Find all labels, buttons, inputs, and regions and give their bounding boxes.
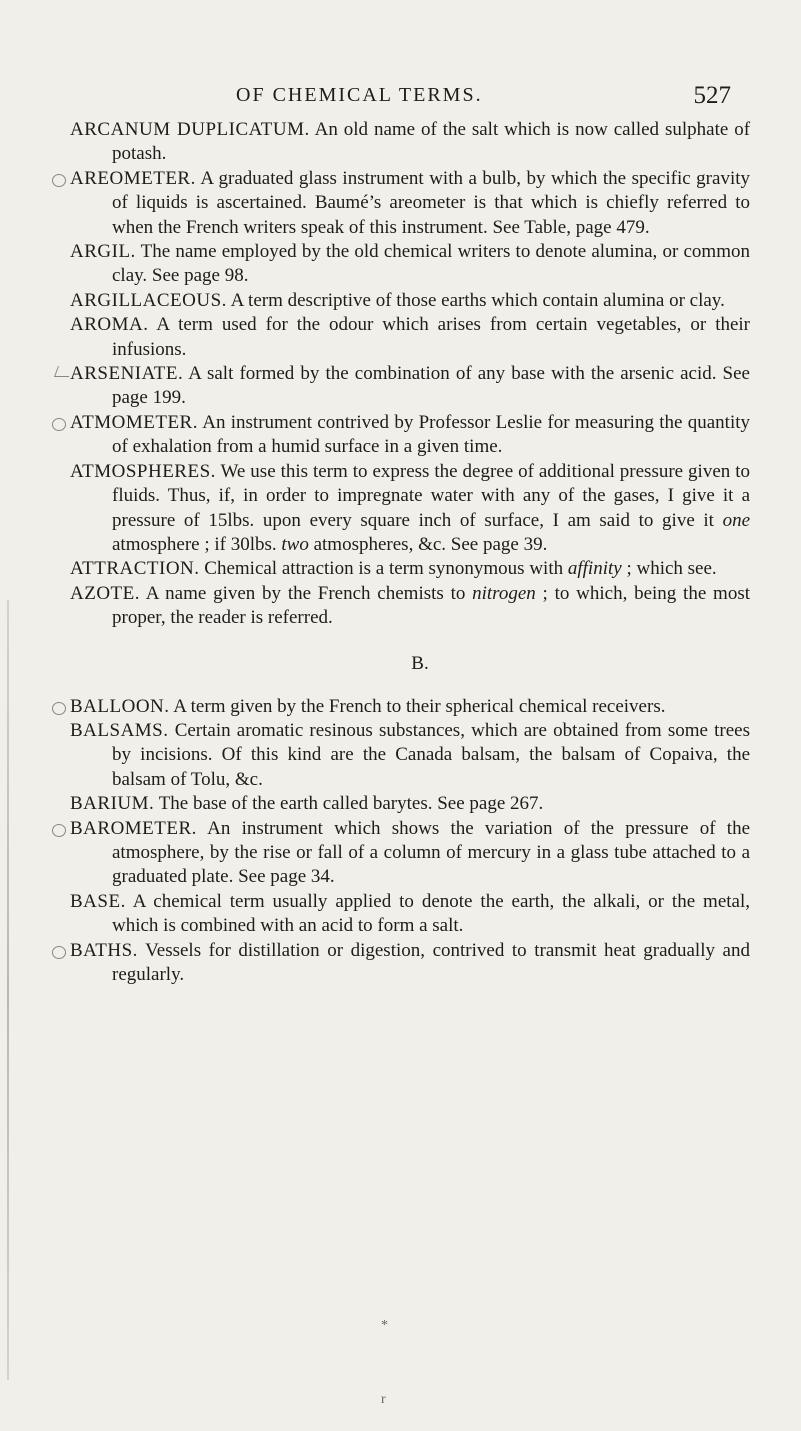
entry-definition: Vessels for distillation or digestion, contrived to transmit heat gradually and regularly. bbox=[112, 939, 750, 985]
entry-term: ATTRACTION. bbox=[70, 558, 200, 580]
entry-term: AROMA. bbox=[70, 314, 149, 336]
entry-definition: A term descriptive of those earths which contain alumina or clay. bbox=[230, 289, 725, 311]
entry-areometer bbox=[70, 167, 750, 240]
entry-definition-part: We use this term to express the degree of additional pressure given to fluids. Thus, if, in order to impregnate water with any of the gases, I give it a pressure of 15lbs. upon every square inch of surface, I am said to give it bbox=[112, 460, 750, 531]
entry-definition-part: atmospheres, &c. See page 39. bbox=[308, 533, 548, 555]
emphasis: two bbox=[281, 533, 309, 555]
entry-definition: An instrument contrived by Professor Leslie for measuring the quantity of exhalation from a humid surface in a given time. bbox=[112, 411, 751, 458]
entry-term: ARSENIATE. bbox=[70, 363, 184, 385]
entry-term: BASE. bbox=[70, 890, 126, 912]
entry-term: BARIUM. bbox=[70, 793, 155, 815]
entry-term: AZOTE. bbox=[70, 582, 141, 604]
entry-base bbox=[70, 890, 750, 939]
entry-term: BALSAMS. bbox=[70, 719, 169, 741]
entry-definition: A term given by the French to their spherical chemical receivers. bbox=[173, 695, 666, 717]
entry-balsams bbox=[70, 719, 750, 792]
entry-definition: A salt formed by the combination of any base with the arsenic acid. See page 199. bbox=[112, 363, 750, 409]
entry-atmometer bbox=[70, 411, 750, 460]
entry-definition-part: atmosphere ; if 30lbs. bbox=[112, 533, 282, 555]
entry-argillaceous bbox=[70, 289, 750, 313]
circle-mark-icon bbox=[52, 174, 66, 187]
entry-definition: A term used for the odour which arises from certain vegetables, or their infusions. bbox=[112, 314, 751, 360]
circle-mark-icon bbox=[52, 946, 66, 959]
emphasis: one bbox=[722, 509, 750, 531]
entry-term: ATMOSPHERES. bbox=[70, 460, 216, 482]
entry-balloon bbox=[70, 695, 750, 719]
entry-atmospheres bbox=[70, 460, 750, 558]
glossary-content bbox=[70, 118, 750, 987]
entry-term: ATMOMETER. bbox=[70, 411, 198, 433]
entry-definition: A chemical term usually applied to denote the earth, the alkali, or the metal, which is combined with an acid to form a salt. bbox=[112, 890, 750, 937]
emphasis: affinity bbox=[567, 558, 622, 580]
entry-term: AREOMETER. bbox=[70, 167, 196, 189]
section-letter: B. bbox=[411, 652, 429, 674]
entry-definition-part: ; which see. bbox=[621, 558, 717, 580]
running-title: OF CHEMICAL TERMS. bbox=[236, 84, 483, 106]
entry-barium bbox=[70, 792, 750, 816]
entry-definition-part: A name given by the French chemists to bbox=[145, 582, 473, 604]
entry-term: BAROMETER. bbox=[70, 817, 197, 839]
entry-aroma bbox=[70, 313, 750, 362]
circle-mark-icon bbox=[52, 824, 66, 837]
entry-baths bbox=[70, 939, 750, 988]
entry-arseniate bbox=[70, 362, 750, 411]
entry-definition: The base of the earth called barytes. See page 267. bbox=[158, 793, 544, 815]
stray-mark: * bbox=[381, 1318, 388, 1333]
entry-definition: An old name of the salt which is now called sulphate of potash. bbox=[112, 119, 751, 165]
entry-definition-part: ; to which, being the most proper, the reader is referred. bbox=[112, 582, 750, 629]
page-edge-shadow bbox=[7, 600, 9, 1380]
page-number: 527 bbox=[693, 82, 731, 109]
entry-term: ARCANUM DUPLICATUM. bbox=[70, 119, 310, 140]
entry-arcanum-duplicatum bbox=[70, 118, 750, 167]
entry-attraction bbox=[70, 557, 750, 581]
entry-definition: A graduated glass instrument with a bulb, by which the specific gravity of liquids is ascertained. Baumé’s areometer is that which is chiefly referred to when the French writers speak of this instrument. See Table, page 479. bbox=[112, 167, 751, 238]
entry-term: ARGIL. bbox=[70, 241, 136, 263]
circle-mark-icon bbox=[52, 418, 66, 431]
entry-term: BATHS. bbox=[70, 939, 138, 961]
entry-definition: An instrument which shows the variation of the pressure of the atmosphere, by the rise or fall of a column of mercury in a glass tube attached to a graduated plate. See page 34. bbox=[112, 817, 751, 888]
stray-mark: r bbox=[381, 1392, 386, 1407]
entry-definition: The name employed by the old chemical writers to denote alumina, or common clay. See page 98. bbox=[112, 241, 750, 287]
entry-definition-part: Chemical attraction is a term synonymous with bbox=[204, 558, 568, 580]
circle-mark-icon bbox=[52, 702, 66, 715]
running-head bbox=[236, 82, 731, 116]
entry-term: BALLOON. bbox=[70, 695, 170, 717]
entry-term: ARGILLACEOUS. bbox=[70, 289, 227, 311]
entry-barometer bbox=[70, 817, 750, 890]
entry-argil bbox=[70, 240, 750, 289]
entry-azote bbox=[70, 582, 750, 631]
entry-definition: Certain aromatic resinous substances, which are obtained from some trees by incisions. Of this kind are the Canada balsam, the balsam of Copaiva, the balsam of Tolu, &c. bbox=[112, 719, 750, 790]
emphasis: nitrogen bbox=[472, 582, 536, 604]
